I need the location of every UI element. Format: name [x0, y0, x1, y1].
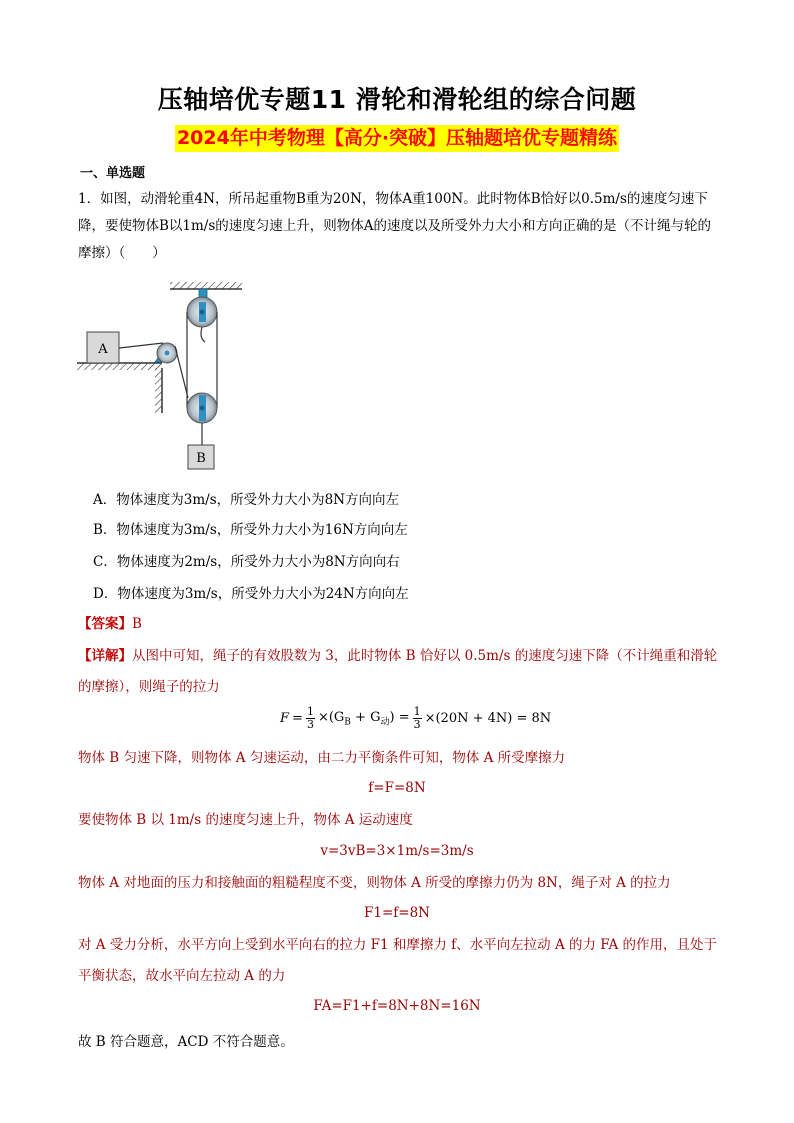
frac2-num: 1 — [413, 705, 421, 718]
explanation-p3: 要使物体 B 以 1m/s 的速度匀速上升，物体 A 运动速度 — [78, 812, 413, 828]
conclusion: 故 B 符合题意，ACD 不符合题意。 — [78, 1034, 294, 1050]
explanation-p2: 物体 B 匀速下降，则物体 A 匀速运动，由二力平衡条件可知，物体 A 所受摩擦力 — [78, 750, 566, 766]
formula-frac1 — [306, 706, 315, 731]
option-b: B．物体速度为3m/s，所受外力大小为16N方向向左 — [93, 522, 408, 538]
block-a-label: A — [98, 342, 108, 357]
frac1-num: 1 — [306, 705, 314, 718]
section-heading: 一、单选题 — [80, 166, 146, 181]
formula-tension — [280, 706, 551, 731]
frac1-den: 3 — [306, 718, 314, 731]
formula-eq1: = — [292, 711, 303, 726]
equation-pull: F1=f=8N — [364, 905, 430, 921]
explanation-p4: 物体 A 对地面的压力和接触面的粗糙程度不变，则物体 A 所受的摩擦力仍为 8N，绳子对 A 的拉力 — [78, 875, 671, 891]
answer-line — [78, 612, 142, 632]
fixed-pulley-axle — [200, 310, 205, 315]
ceiling-hatch — [170, 282, 242, 289]
formula-lhs: F — [280, 711, 290, 726]
wall-hatch — [155, 368, 162, 413]
explanation-p1 — [78, 641, 718, 703]
page-subtitle: 2024年中考物理【高分·突破】压轴题培优专题精练 — [175, 125, 619, 152]
equation-friction: f=F=8N — [368, 780, 426, 796]
option-c: C．物体速度为2m/s，所受外力大小为8N方向向右 — [93, 554, 400, 570]
explanation-p5: 对 A 受力分析，水平方向上受到水平向右的拉力 F1 和摩擦力 f、水平向左拉动 A 的力 FA 的作用，且处于平衡状态，故水平向左拉动 A 的力 — [78, 937, 718, 984]
answer-value: B — [132, 616, 142, 632]
block-b-label: B — [196, 451, 206, 466]
page-title: 压轴培优专题11 滑轮和滑轮组的综合问题 — [157, 85, 637, 114]
answer-tag: 【答案】 — [78, 616, 132, 632]
subtitle-wrap — [0, 125, 794, 152]
explanation-p1-text: 从图中可知，绳子的有效股数为 3，此时物体 B 恰好以 0.5m/s 的速度匀速下降（不计绳重和滑轮的摩擦），则绳子的拉力 — [78, 648, 718, 695]
moving-pulley-axle — [200, 406, 205, 411]
equation-velocity: v=3vB=3×1m/s=3m/s — [320, 843, 474, 859]
rope-a — [119, 343, 163, 348]
side-pulley-axle — [165, 351, 170, 356]
option-a: A．物体速度为3m/s，所受外力大小为8N方向向左 — [93, 492, 400, 508]
frac2-den: 3 — [413, 718, 421, 731]
pulley-diagram — [75, 280, 245, 475]
option-d: D．物体速度为3m/s，所受外力大小为24N方向向左 — [93, 586, 409, 602]
formula-mid: $\times(G_B + G_动)$ = — [317, 709, 410, 728]
rope-hook — [201, 327, 205, 342]
formula-rest: ×(20N + 4N) = 8N — [424, 711, 552, 726]
question-stem: 1．如图，动滑轮重4N，所吊起重物B重为20N，物体A重100N。此时物体B恰好以0.5m/s的速度匀速下降，要使物体B以1m/s的速度匀速上升，则物体A的速度以及所受外力大小和方向正确的是（不计绳与轮的摩擦）（ ） — [78, 191, 712, 261]
equation-fa: FA=F1+f=8N+8N=16N — [313, 998, 481, 1014]
pulley-svg — [75, 280, 245, 475]
rope-side-to-moving — [175, 346, 188, 398]
explanation-tag: 【详解】 — [78, 648, 132, 664]
formula-frac2 — [413, 706, 422, 731]
ground-hatch — [77, 363, 162, 370]
